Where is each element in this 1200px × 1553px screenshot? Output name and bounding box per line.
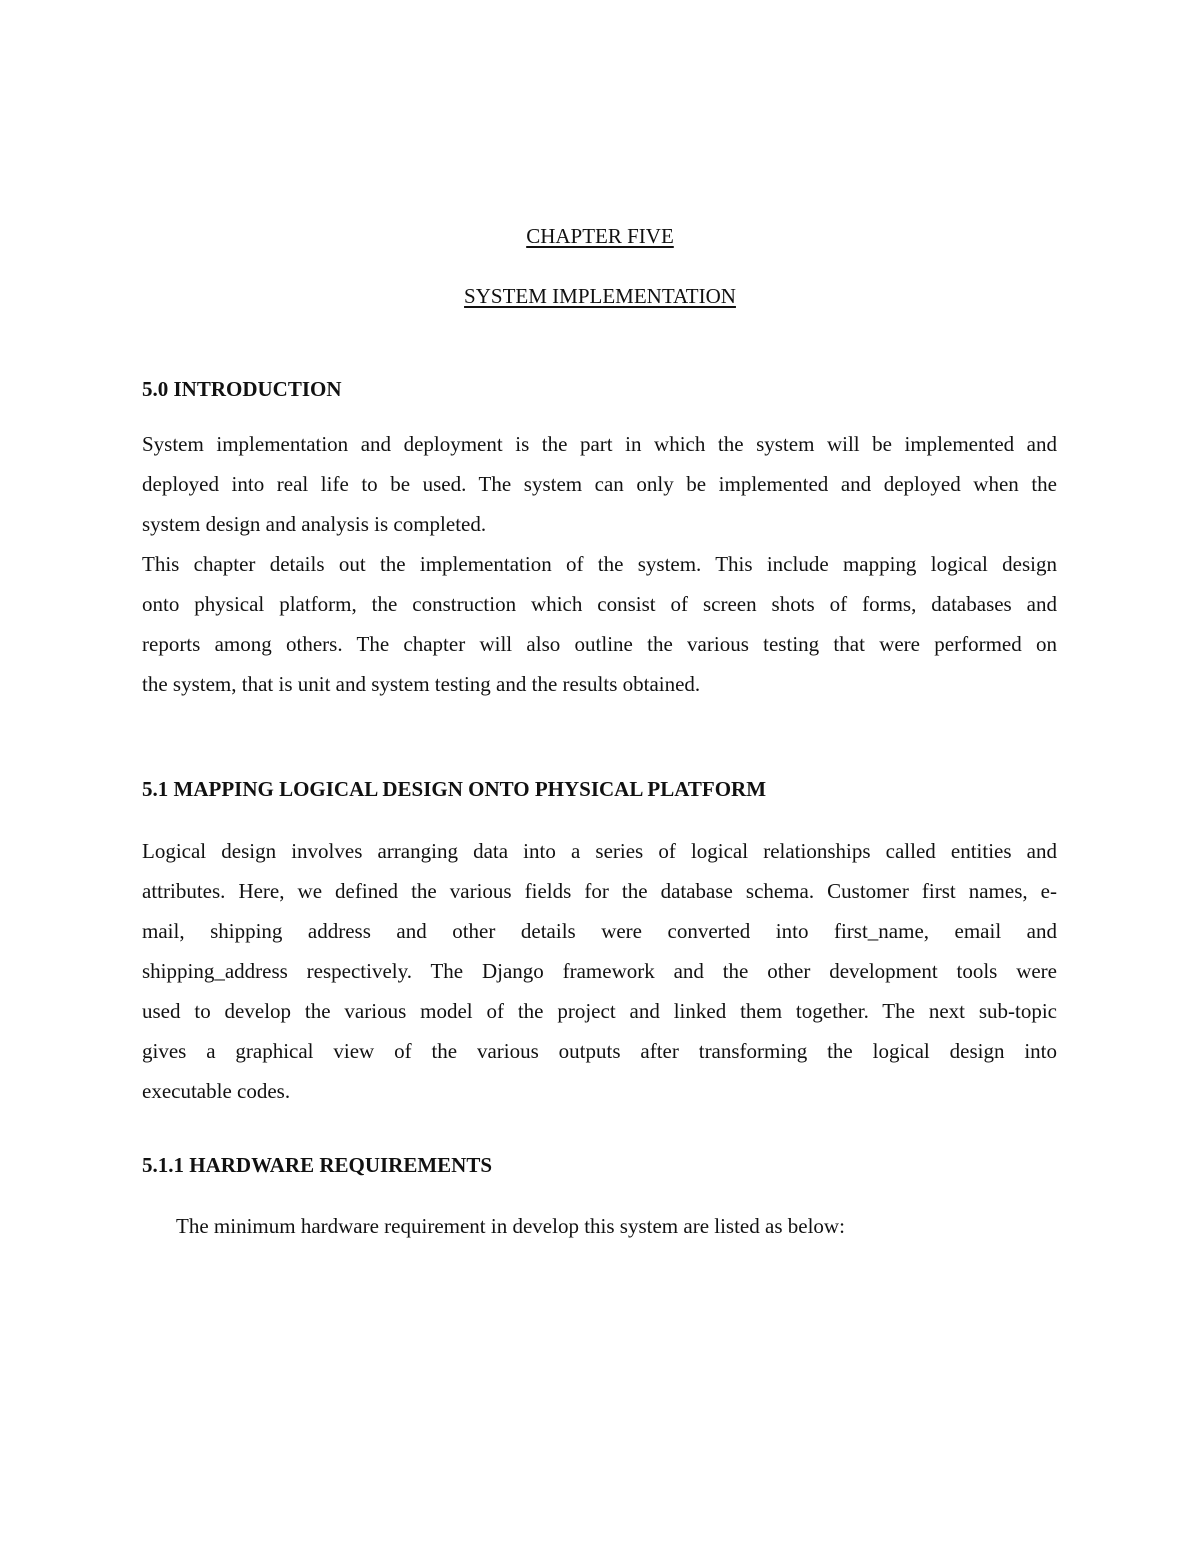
hardware-intro-text: The minimum hardware requirement in develop this system are listed as below: bbox=[176, 1214, 845, 1238]
mapping-line: mail, shipping address and other details were converted into first_name, email and bbox=[142, 919, 1057, 943]
mapping-line: used to develop the various model of the project and linked them together. The next sub-topic bbox=[142, 999, 1057, 1023]
chapter-label: CHAPTER FIVE bbox=[526, 224, 674, 248]
intro-line: reports among others. The chapter will also outline the various testing that were performed on bbox=[142, 632, 1057, 656]
section-heading-introduction: 5.0 INTRODUCTION bbox=[142, 377, 342, 401]
intro-line: This chapter details out the implementation of the system. This include mapping logical design bbox=[142, 552, 1057, 576]
chapter-title: SYSTEM IMPLEMENTATION bbox=[464, 284, 736, 308]
mapping-line: executable codes. bbox=[142, 1079, 291, 1103]
intro-line: System implementation and deployment is the part in which the system will be implemented and bbox=[142, 432, 1057, 456]
section-heading-mapping: 5.1 MAPPING LOGICAL DESIGN ONTO PHYSICAL PLATFORM bbox=[142, 777, 767, 801]
mapping-line: gives a graphical view of the various outputs after transforming the logical design into bbox=[142, 1039, 1057, 1063]
intro-line: the system, that is unit and system testing and the results obtained. bbox=[142, 672, 701, 696]
section-heading-hardware: 5.1.1 HARDWARE REQUIREMENTS bbox=[142, 1153, 493, 1177]
intro-line: deployed into real life to be used. The system can only be implemented and deployed when the bbox=[142, 472, 1057, 496]
intro-line: system design and analysis is completed. bbox=[142, 512, 487, 536]
mapping-line: attributes. Here, we defined the various fields for the database schema. Customer first names, e- bbox=[142, 879, 1057, 903]
mapping-line: Logical design involves arranging data into a series of logical relationships called entities and bbox=[142, 839, 1057, 863]
mapping-line: shipping_address respectively. The Django framework and the other development tools were bbox=[142, 959, 1057, 983]
intro-line: onto physical platform, the construction which consist of screen shots of forms, databases and bbox=[142, 592, 1057, 616]
